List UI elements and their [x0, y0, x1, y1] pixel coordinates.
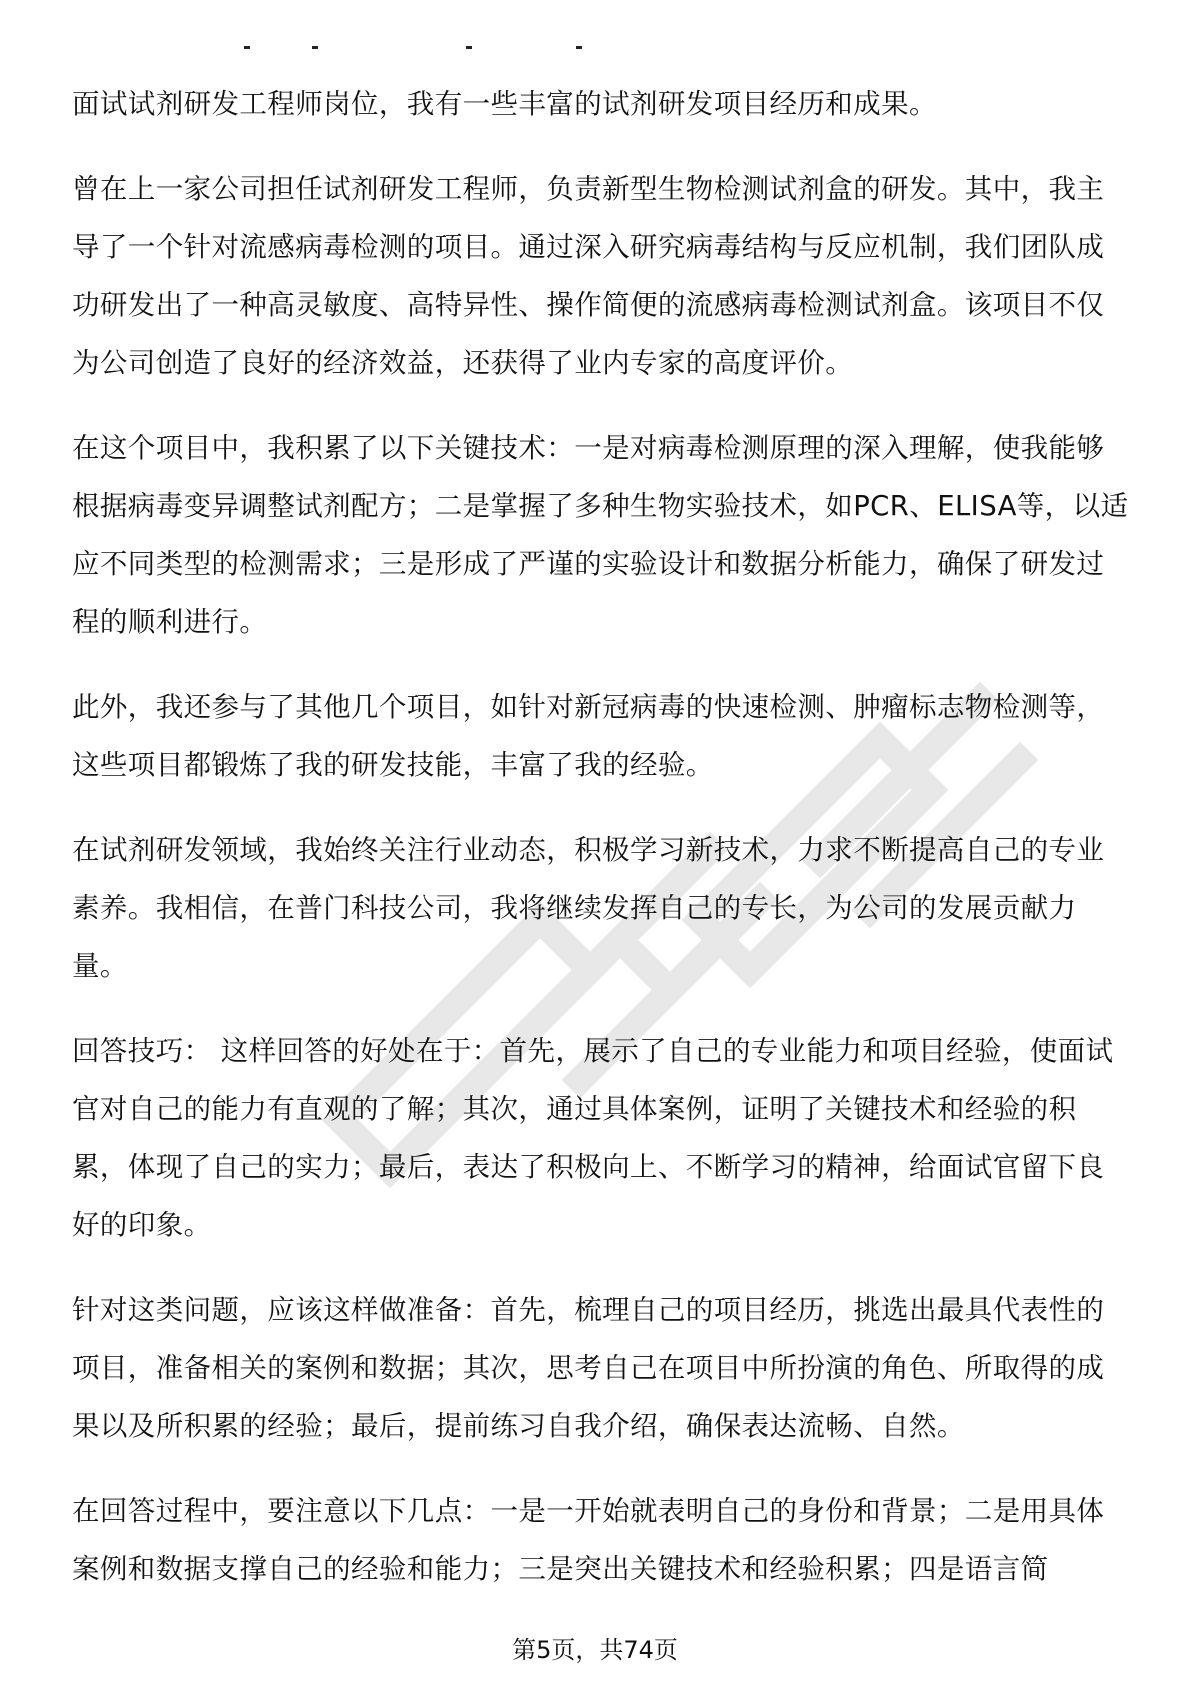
document-body: [72, 75, 1132, 1625]
paragraph-intro: 面试试剂研发工程师岗位，我有一些丰富的试剂研发项目经历和成果。: [72, 88, 937, 120]
paragraph-other-projects: 此外，我还参与了其他几个项目，如针对新冠病毒的快速检测、肿瘤标志物检测等，这些项目都锻炼了我的研发技能，丰富了我的经验。: [72, 691, 1105, 781]
paragraph-preparation: 针对这类问题，应该这样做准备：首先，梳理自己的项目经历，挑选出最具代表性的项目，准备相关的案例和数据；其次，思考自己在项目中所扮演的角色、所取得的成果以及所积累的经验；最后，提前练习自我介绍，确保表达流畅、自然。: [72, 1294, 1105, 1442]
paragraph-project-experience: 曾在上一家公司担任试剂研发工程师，负责新型生物检测试剂盒的研发。其中，我主导了一个针对流感病毒检测的项目。通过深入研究病毒结构与反应机制，我们团队成功研发出了一种高灵敏度、高特异性、操作简便的流感病毒检测试剂盒。该项目不仅为公司创造了良好的经济效益，还获得了业内专家的高度评价。: [72, 173, 1105, 379]
paragraph-answer-notes: 在回答过程中，要注意以下几点：一是一开始就表明自己的身份和背景；二是用具体案例和数据支撑自己的经验和能力；三是突出关键技术和经验积累；四是语言简: [72, 1495, 1105, 1585]
clipped-previous-line: [240, 40, 600, 50]
paragraph-key-technologies: 在这个项目中，我积累了以下关键技术：一是对病毒检测原理的深入理解，使我能够根据病毒变异调整试剂配方；二是掌握了多种生物实验技术，如PCR、ELISA等，以适应不同类型的检测需求；三是形成了严谨的实验设计和数据分析能力，确保了研发过程的顺利进行。: [72, 432, 1129, 638]
paragraph-career-outlook: 在试剂研发领域，我始终关注行业动态，积极学习新技术，力求不断提高自己的专业素养。我相信，在普门科技公司，我将继续发挥自己的专长，为公司的发展贡献力量。: [72, 834, 1105, 982]
page-number: 第5页，共74页: [512, 1636, 678, 1664]
paragraph-answer-tips: 回答技巧： 这样回答的好处在于：首先，展示了自己的专业能力和项目经验，使面试官对自己的能力有直观的了解；其次，通过具体案例，证明了关键技术和经验的积累，体现了自己的实力；最后，表达了积极向上、不断学习的精神，给面试官留下良好的印象。: [72, 1035, 1114, 1241]
